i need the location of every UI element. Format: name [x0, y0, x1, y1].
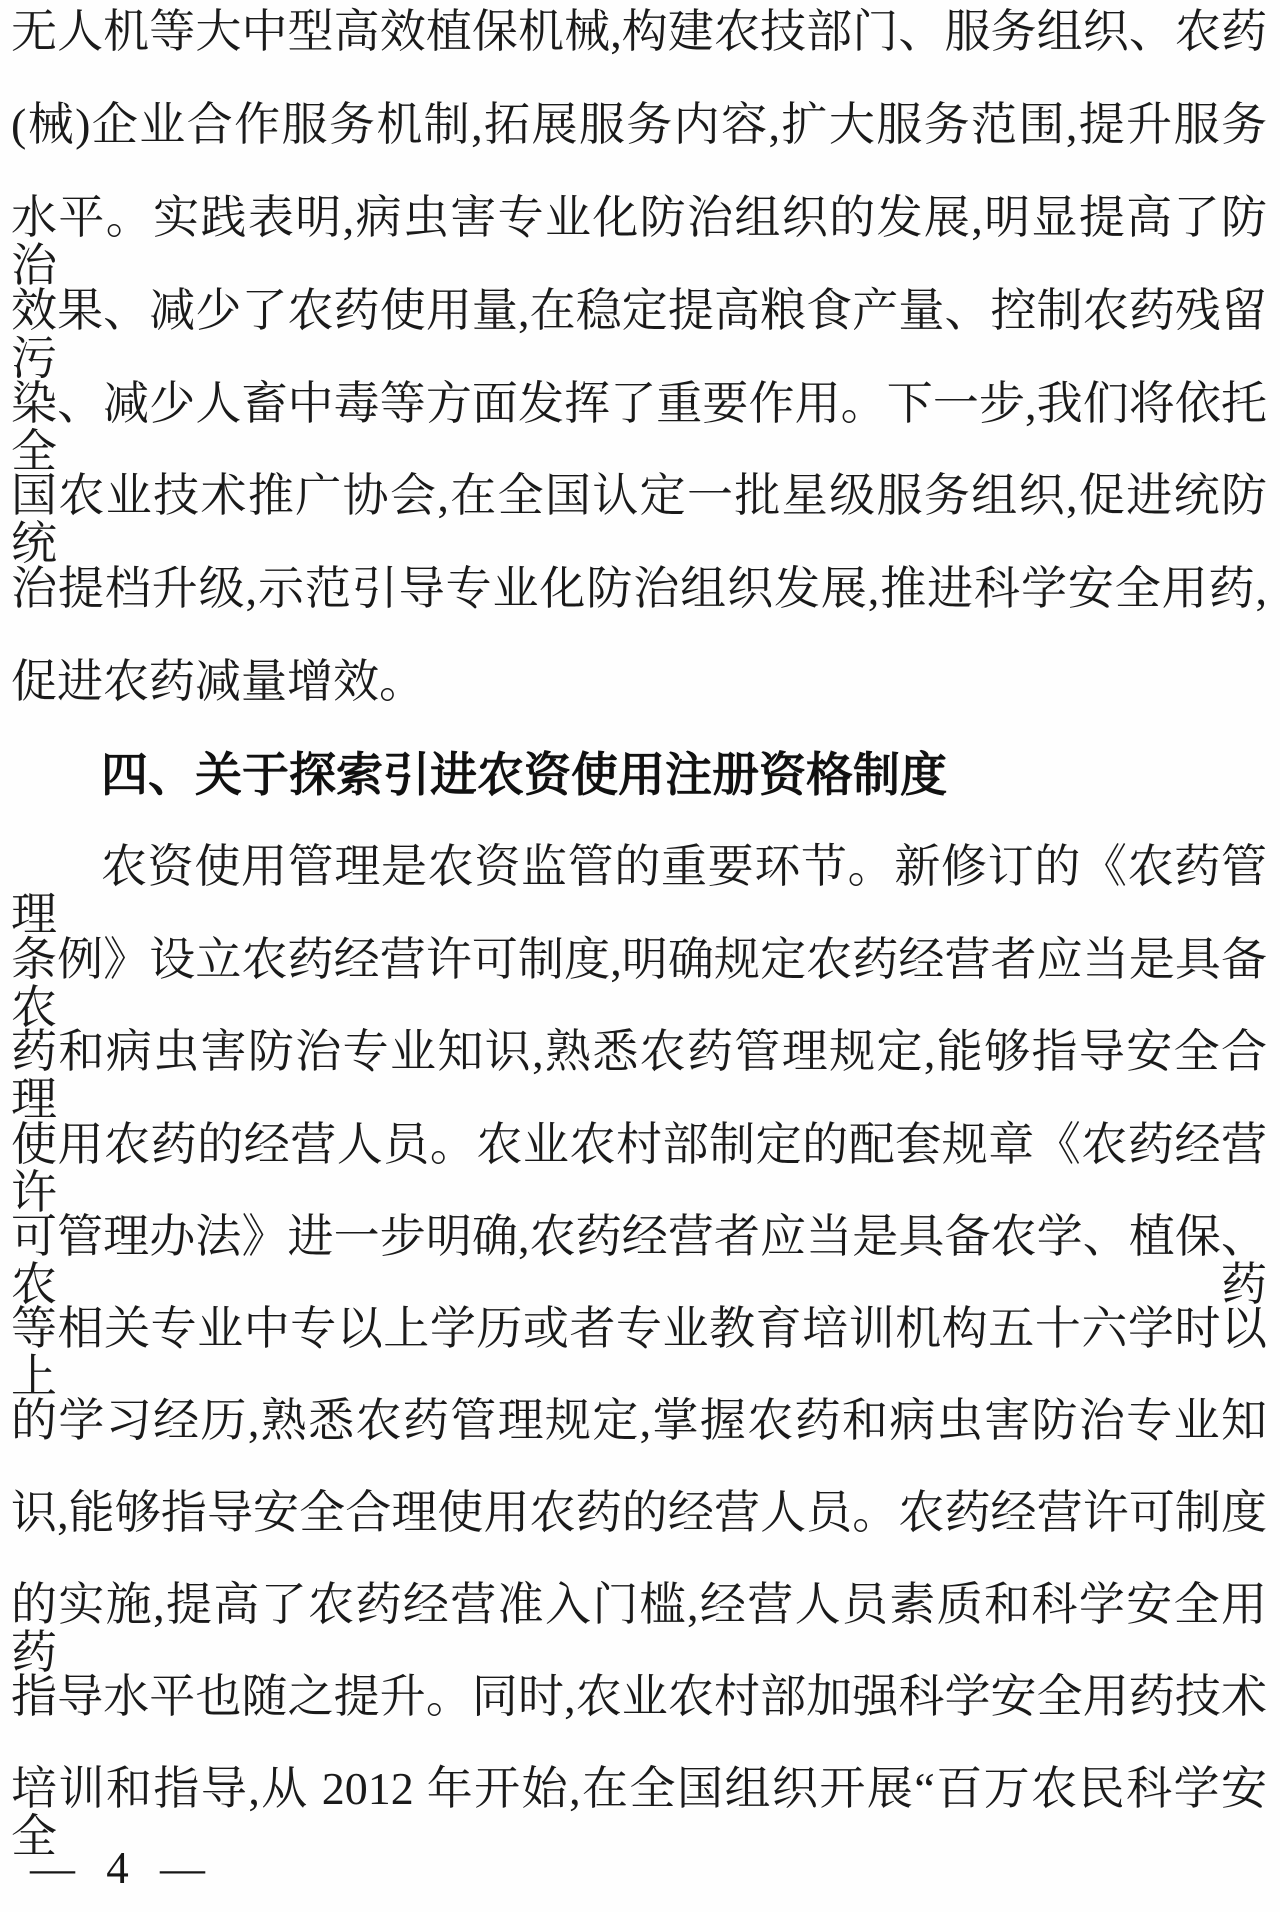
- body-text-line: 治提档升级,示范引导专业化防治组织发展,推进科学安全用药,: [11, 563, 1267, 614]
- body-text-line: 指导水平也随之提升。同时,农业农村部加强科学安全用药技术: [11, 1671, 1267, 1722]
- body-text-line: 国农业技术推广协会,在全国认定一批星级服务组织,促进统防统: [11, 470, 1267, 570]
- page-number: — 4 —: [30, 1843, 215, 1893]
- body-text-line: 药和病虫害防治专业知识,熟悉农药管理规定,能够指导安全合理: [11, 1026, 1267, 1126]
- body-text-line: 效果、减少了农药使用量,在稳定提高粮食产量、控制农药残留污: [11, 285, 1267, 385]
- body-text-line: 可管理办法》进一步明确,农药经营者应当是具备农学、植保、农药: [11, 1211, 1267, 1311]
- body-text-line: 使用农药的经营人员。农业农村部制定的配套规章《农药经营许: [11, 1119, 1267, 1219]
- body-text-line: 培训和指导,从 2012 年开始,在全国组织开展“百万农民科学安全: [11, 1763, 1267, 1863]
- body-text-line: 条例》设立农药经营许可制度,明确规定农药经营者应当是具备农: [11, 934, 1267, 1034]
- body-text-line: (械)企业合作服务机制,拓展服务内容,扩大服务范围,提升服务: [11, 99, 1267, 150]
- section-heading: 四、关于探索引进农资使用注册资格制度: [101, 748, 947, 801]
- body-text-line: 水平。实践表明,病虫害专业化防治组织的发展,明显提高了防治: [11, 192, 1267, 292]
- body-text-line: 染、减少人畜中毒等方面发挥了重要作用。下一步,我们将依托全: [11, 378, 1267, 478]
- body-text-line: 无人机等大中型高效植保机械,构建农技部门、服务组织、农药: [11, 6, 1267, 57]
- body-text-line: 的实施,提高了农药经营准入门槛,经营人员素质和科学安全用药: [11, 1579, 1267, 1679]
- body-text-line: 等相关专业中专以上学历或者专业教育培训机构五十六学时以上: [11, 1303, 1267, 1403]
- body-text-line: 的学习经历,熟悉农药管理规定,掌握农药和病虫害防治专业知: [11, 1395, 1267, 1446]
- body-text-line: 识,能够指导安全合理使用农药的经营人员。农药经营许可制度: [11, 1487, 1267, 1538]
- body-text-line: 农资使用管理是农资监管的重要环节。新修订的《农药管理: [11, 841, 1267, 941]
- body-text-line: 促进农药减量增效。: [11, 656, 425, 707]
